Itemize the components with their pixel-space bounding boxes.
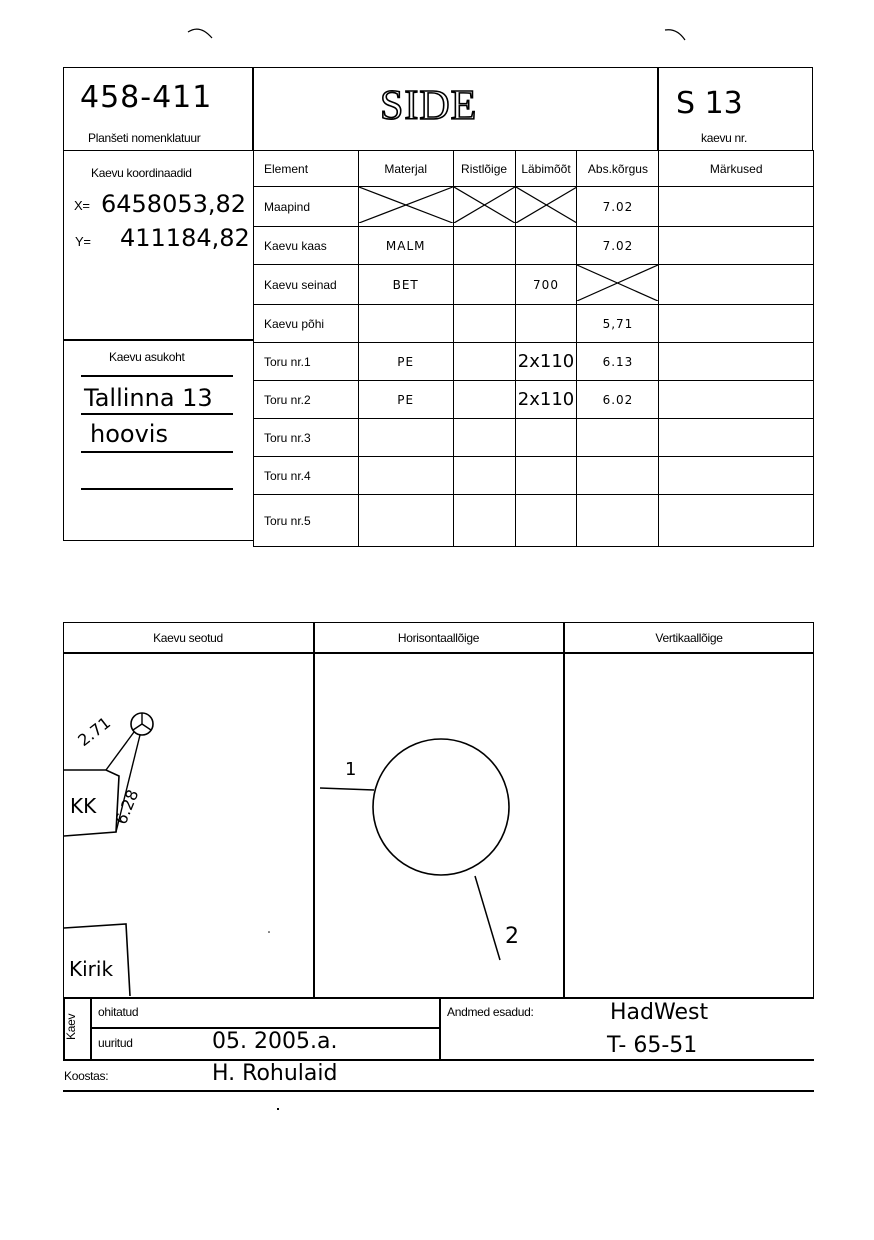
row-cross (453, 343, 515, 381)
row-notes (659, 457, 814, 495)
row-element: Kaevu kaas (254, 227, 359, 265)
row-cross (453, 457, 515, 495)
data-given-line2: T- 65-51 (607, 1033, 698, 1058)
divider (63, 1059, 814, 1061)
row-diameter (515, 495, 577, 547)
header-horizontal-section: Horisontaallõige (397, 631, 480, 645)
row-cross (453, 495, 515, 547)
row-material: BET (358, 265, 453, 305)
row-element: Toru nr.1 (254, 343, 359, 381)
row-abs-height: 6.02 (577, 381, 659, 419)
row-element: Toru nr.4 (254, 457, 359, 495)
distance-label-2: 6.28 (111, 786, 143, 827)
location-label: Kaevu asukoht (109, 350, 185, 364)
row-diameter: 2x110 (515, 343, 577, 381)
divider (252, 67, 254, 151)
compiled-label: Koostas: (64, 1069, 109, 1083)
row-notes (659, 265, 814, 305)
row-cross (453, 265, 515, 305)
table-header-row (254, 151, 814, 187)
row-diameter (515, 227, 577, 265)
church-label: Kirik (69, 957, 114, 981)
header-abs-height: Abs.kõrgus (577, 151, 659, 187)
location-line1: Tallinna 13 (84, 384, 213, 412)
row-diameter (515, 457, 577, 495)
row-element: Maapind (254, 187, 359, 227)
divider (81, 488, 233, 490)
row-diameter (515, 305, 577, 343)
pipe-2-label: 2 (505, 924, 519, 949)
header-element: Element (254, 151, 359, 187)
page-title: SIDE (380, 83, 478, 129)
row-material (358, 419, 453, 457)
row-abs-height: 5,71 (577, 305, 659, 343)
well-ties-sketch (64, 654, 312, 997)
row-material: PE (358, 343, 453, 381)
row-abs-height: 7.02 (577, 227, 659, 265)
crossed-cell (577, 265, 659, 305)
row-element: Toru nr.2 (254, 381, 359, 419)
punch-hole-left (180, 22, 230, 62)
row-notes (659, 187, 814, 227)
location-line2: hoovis (90, 420, 168, 448)
row-abs-height (577, 495, 659, 547)
row-abs-height (577, 457, 659, 495)
header-notes: Märkused (659, 151, 814, 187)
row-notes (659, 227, 814, 265)
row-element: Toru nr.3 (254, 419, 359, 457)
checked-label: ohitatud (98, 1005, 139, 1019)
row-diameter: 2x110 (515, 381, 577, 419)
x-coordinate: 6458053,82 (101, 190, 247, 218)
header-material: Materjal (358, 151, 453, 187)
data-given-label: Andmed esadud: (447, 1005, 534, 1019)
row-element: Kaevu seinad (254, 265, 359, 305)
nomenclature-label: Planšeti nomenklatuur (88, 131, 201, 145)
table-row (254, 381, 814, 419)
table-row (254, 305, 814, 343)
row-notes (659, 381, 814, 419)
row-material: MALM (358, 227, 453, 265)
table-row (254, 265, 814, 305)
kk-label: KK (70, 794, 97, 818)
pipe-2-line (475, 876, 500, 960)
tie-line (106, 732, 134, 770)
coords-label: Kaevu koordinaadid (91, 166, 192, 180)
row-notes (659, 305, 814, 343)
side-label: Kaev (64, 1013, 78, 1040)
row-diameter (515, 419, 577, 457)
row-notes (659, 419, 814, 457)
well-circle (373, 739, 509, 875)
table-row (254, 419, 814, 457)
divider (81, 451, 233, 453)
row-cross (453, 305, 515, 343)
crossed-cell (515, 187, 577, 227)
header-cross-section: Ristlõige (453, 151, 515, 187)
header-vertical-section: Vertikaallõige (655, 631, 723, 645)
x-prefix: X= (74, 198, 90, 213)
row-abs-height: 7.02 (577, 187, 659, 227)
crossed-cell (453, 187, 515, 227)
header-diameter: Läbimõõt (515, 151, 577, 187)
divider (81, 413, 233, 415)
table-row (254, 343, 814, 381)
divider (63, 1090, 814, 1092)
speck (277, 1108, 279, 1110)
row-diameter: 700 (515, 265, 577, 305)
y-coordinate: 411184,82 (120, 224, 250, 252)
surveyed-date: 05. 2005.a. (212, 1029, 338, 1054)
row-abs-height: 6.13 (577, 343, 659, 381)
well-elements-table (253, 150, 814, 547)
punch-hole-right (655, 22, 705, 62)
table-row (254, 227, 814, 265)
row-element: Toru nr.5 (254, 495, 359, 547)
pipe-1-line (320, 788, 374, 790)
row-notes (659, 343, 814, 381)
row-material (358, 457, 453, 495)
compiled-by: H. Rohulaid (212, 1061, 338, 1086)
row-notes (659, 495, 814, 547)
crossed-cell (358, 187, 453, 227)
divider (563, 622, 565, 998)
row-cross (453, 381, 515, 419)
surveyed-label: uuritud (98, 1036, 133, 1050)
row-element: Kaevu põhi (254, 305, 359, 343)
divider (63, 339, 253, 341)
row-cross (453, 227, 515, 265)
well-number-label: kaevu nr. (701, 131, 747, 145)
header-well-ties: Kaevu seotud (153, 631, 223, 645)
data-given-line1: HadWest (610, 1000, 709, 1025)
row-material (358, 495, 453, 547)
well-symbol-icon (131, 713, 153, 735)
row-abs-height (577, 419, 659, 457)
horizontal-section-sketch (315, 654, 562, 997)
distance-label-1: 2.71 (74, 713, 115, 750)
nomenclature-value: 458-411 (80, 80, 213, 115)
divider (81, 375, 233, 377)
table-row (254, 495, 814, 547)
y-prefix: Y= (75, 234, 91, 249)
table-row (254, 457, 814, 495)
well-number-value: S 13 (676, 86, 743, 121)
row-material: PE (358, 381, 453, 419)
pipe-1-label: 1 (345, 759, 357, 780)
divider (657, 67, 659, 151)
table-row (254, 187, 814, 227)
row-material (358, 305, 453, 343)
row-cross (453, 419, 515, 457)
